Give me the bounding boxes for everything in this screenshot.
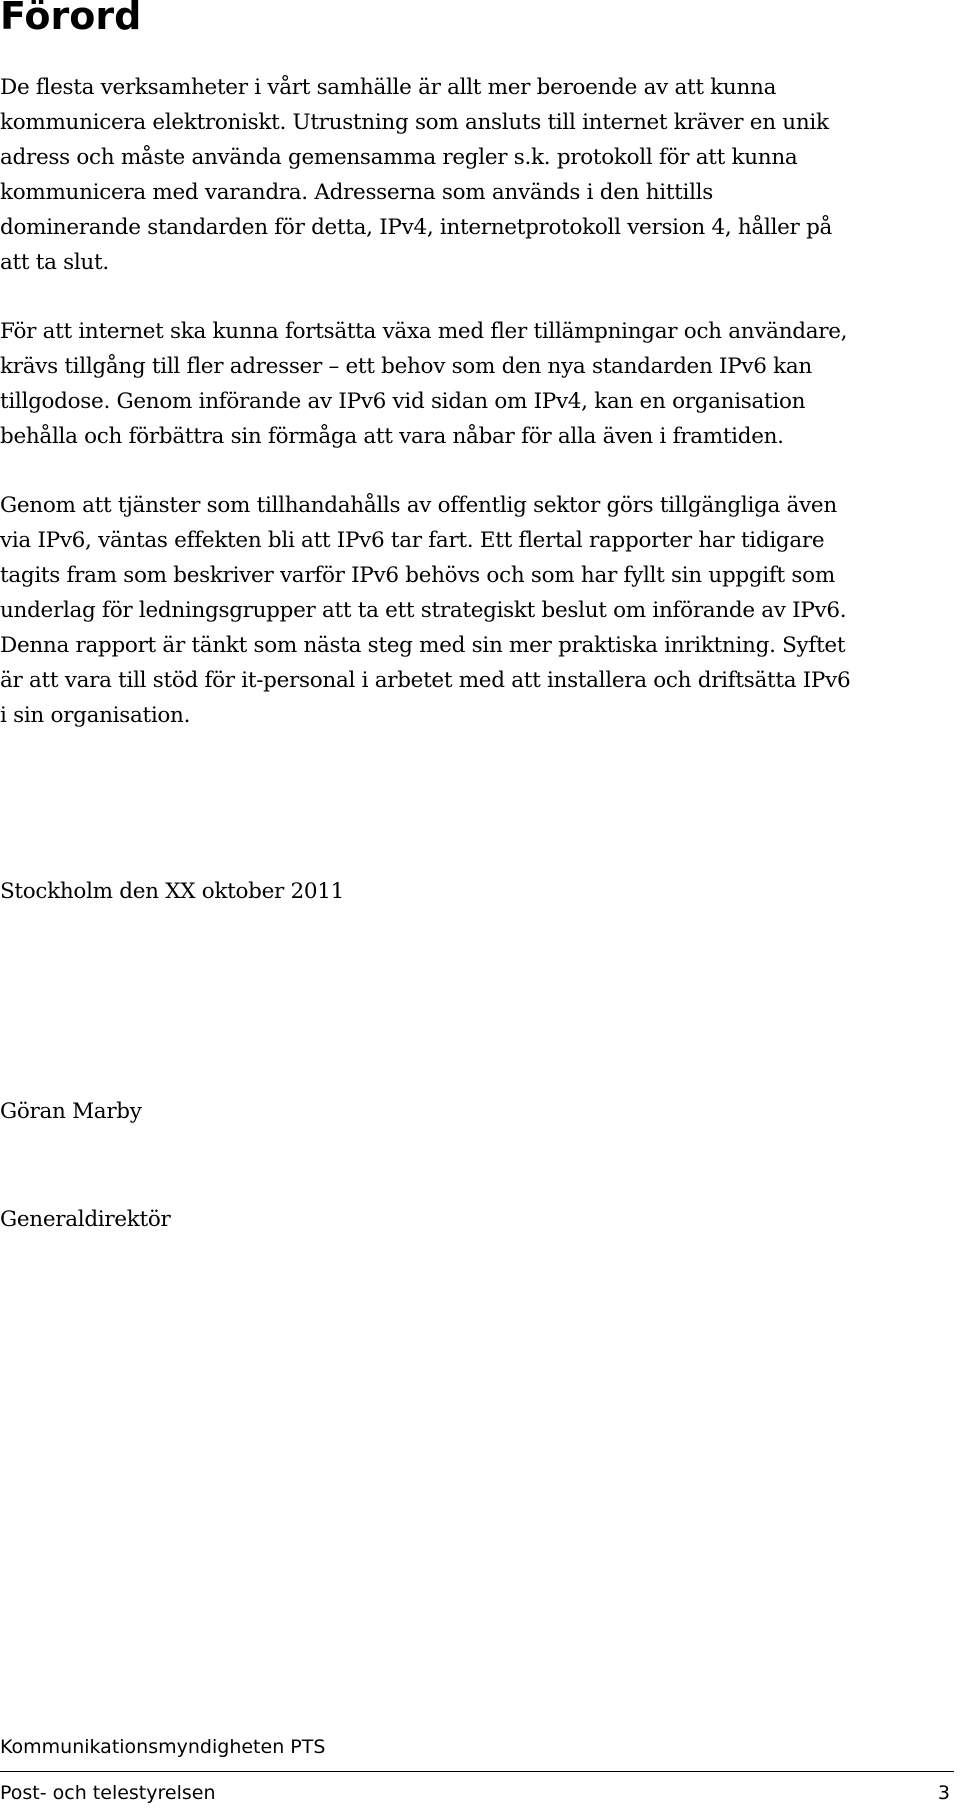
footer-agency: Post- och telestyrelsen [0,1782,216,1804]
paragraph-line: att ta slut. [0,250,109,275]
place-date: Stockholm den XX oktober 2011 [0,879,345,904]
paragraph-line: via IPv6, väntas effekten bli att IPv6 tar fart. Ett flertal rapporter har tidigare [0,528,825,553]
signatory-title: Generaldirektör [0,1207,171,1232]
paragraph-line: behålla och förbättra sin förmåga att vara nåbar för alla även i framtiden. [0,424,784,449]
paragraph-line: Denna rapport är tänkt som nästa steg med sin mer praktiska inriktning. Syftet [0,633,846,658]
paragraph-report-purpose [0,488,950,733]
footer-organization: Kommunikationsmyndigheten PTS [0,1736,326,1758]
footer-divider [0,1771,954,1772]
paragraph-line: Genom att tjänster som tillhandahålls av offentlig sektor görs tillgängliga även [0,493,837,518]
paragraph-line: kommunicera med varandra. Adresserna som används i den hittills [0,180,713,205]
paragraph-line: kommunicera elektroniskt. Utrustning som ansluts till internet kräver en unik [0,110,829,135]
paragraph-line: underlag för ledningsgrupper att ta ett strategiskt beslut om införande av IPv6. [0,598,847,623]
paragraph-line: De flesta verksamheter i vårt samhälle är allt mer beroende av att kunna [0,75,777,100]
paragraph-line: tillgodose. Genom införande av IPv6 vid sidan om IPv4, kan en organisation [0,389,806,414]
paragraph-line: adress och måste använda gemensamma regler s.k. protokoll för att kunna [0,145,798,170]
paragraph-line: tagits fram som beskriver varför IPv6 behövs och som har fyllt sin uppgift som [0,563,835,588]
paragraph-line: För att internet ska kunna fortsätta växa med fler tillämpningar och användare, [0,319,848,344]
paragraph-ipv6-need [0,314,950,454]
page-number: 3 [937,1782,950,1804]
signatory-name: Göran Marby [0,1099,142,1124]
paragraph-line: är att vara till stöd för it-personal i arbetet med att installera och driftsätta IPv6 [0,668,851,693]
paragraph-line: krävs tillgång till fler adresser – ett behov som den nya standarden IPv6 kan [0,354,812,379]
paragraph-line: i sin organisation. [0,703,191,728]
page-heading: Förord [0,0,142,38]
paragraph-intro [0,70,950,280]
paragraph-line: dominerande standarden för detta, IPv4, internetprotokoll version 4, håller på [0,215,833,240]
